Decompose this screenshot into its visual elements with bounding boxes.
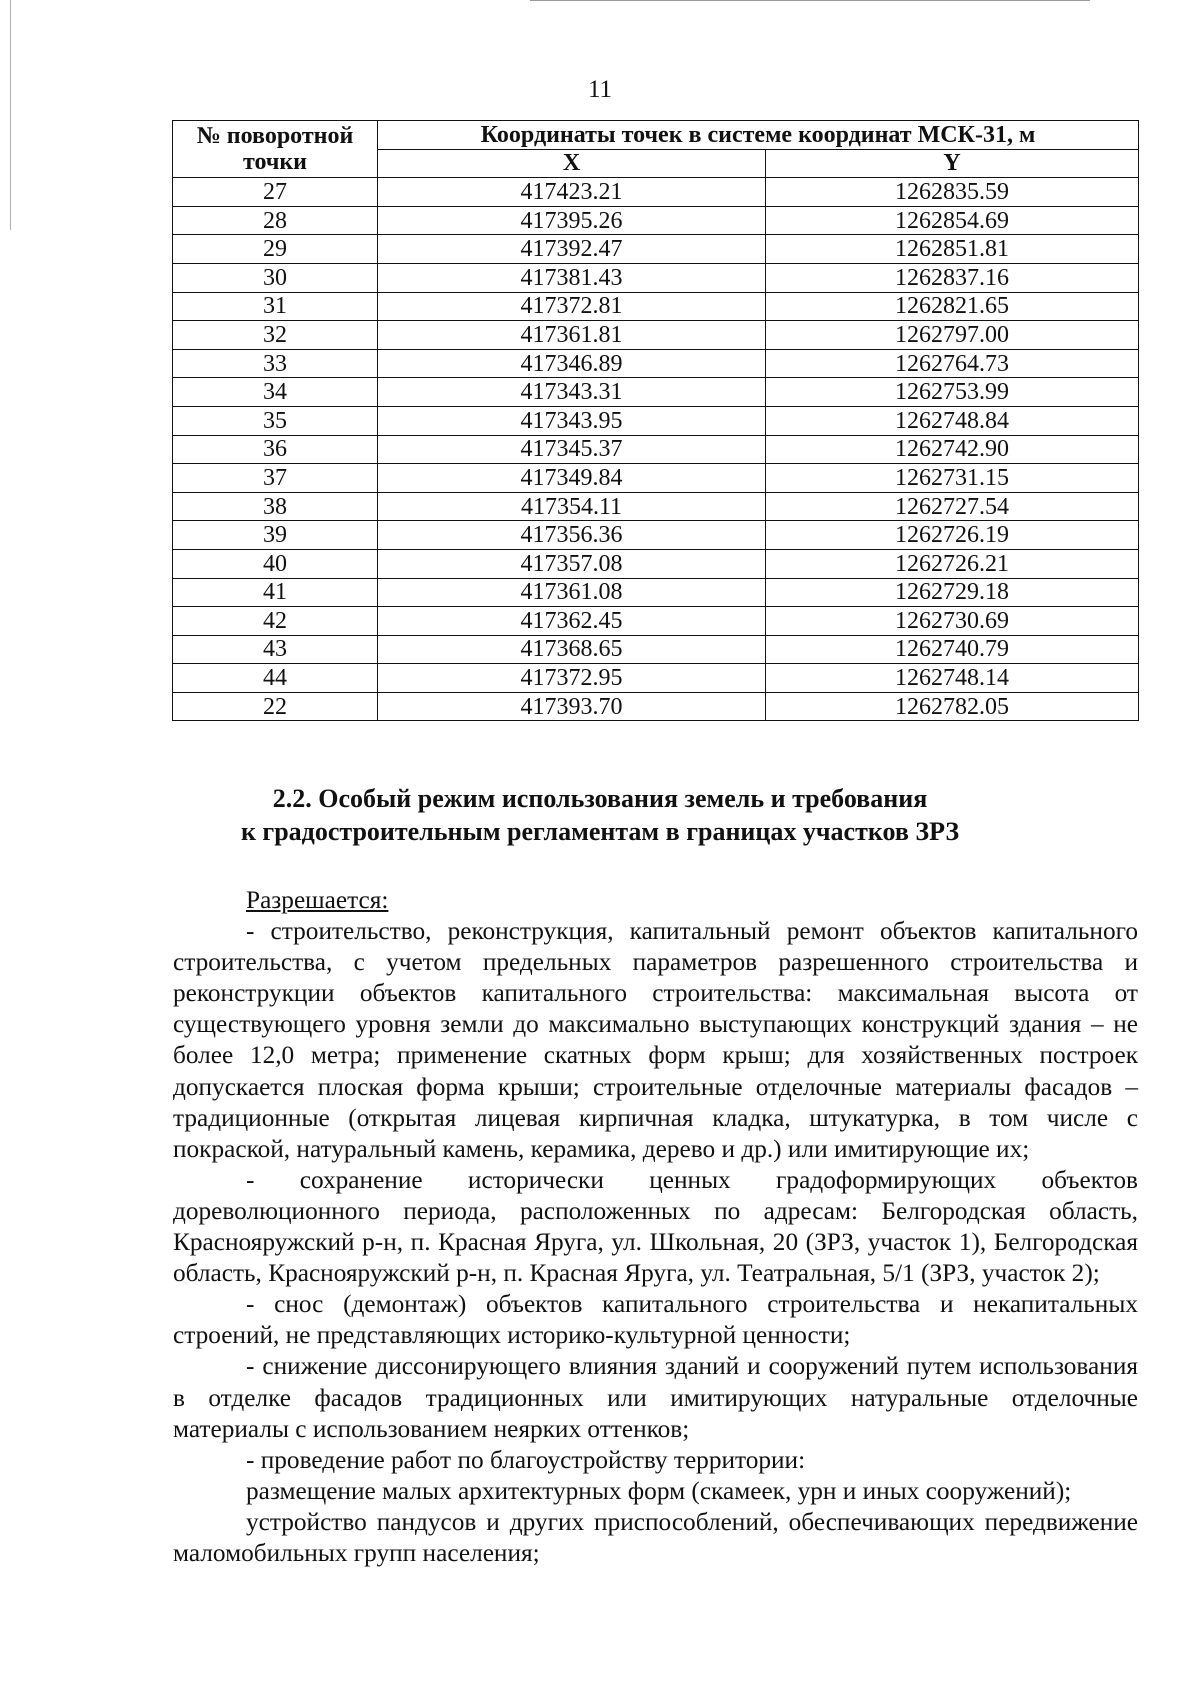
point-number-cell: 27	[173, 178, 378, 207]
table-row	[173, 378, 1139, 407]
point-number-cell: 41	[173, 578, 378, 607]
coordinates-table	[172, 120, 1139, 721]
y-column-header: Y	[766, 149, 1139, 178]
point-number-cell: 22	[173, 692, 378, 721]
point-number-cell: 34	[173, 378, 378, 407]
point-number-cell: 33	[173, 349, 378, 378]
table-header-row	[173, 121, 1139, 150]
allowed-heading: Разрешается:	[246, 886, 389, 914]
x-coordinate-cell: 417372.81	[378, 292, 766, 321]
x-coordinate-cell: 417343.31	[378, 378, 766, 407]
y-coordinate-cell: 1262797.00	[766, 321, 1139, 350]
x-coordinate-cell: 417361.81	[378, 321, 766, 350]
x-coordinate-cell: 417423.21	[378, 178, 766, 207]
table-row	[173, 263, 1139, 292]
x-coordinate-cell: 417354.11	[378, 492, 766, 521]
x-coordinate-cell: 417343.95	[378, 406, 766, 435]
x-coordinate-cell: 417357.08	[378, 549, 766, 578]
point-number-cell: 35	[173, 406, 378, 435]
point-header-line1: № поворотной	[196, 123, 354, 150]
point-number-cell: 30	[173, 263, 378, 292]
table-row	[173, 464, 1139, 493]
y-coordinate-cell: 1262726.21	[766, 549, 1139, 578]
top-edge-rule	[530, 0, 1090, 1]
table-row	[173, 292, 1139, 321]
y-coordinate-cell: 1262764.73	[766, 349, 1139, 378]
body-text	[173, 885, 1138, 1569]
y-coordinate-cell: 1262740.79	[766, 635, 1139, 664]
x-coordinate-cell: 417356.36	[378, 521, 766, 550]
table-row	[173, 435, 1139, 464]
table-row	[173, 492, 1139, 521]
y-coordinate-cell: 1262730.69	[766, 607, 1139, 636]
left-edge-rule	[10, 0, 11, 230]
table-row	[173, 578, 1139, 607]
point-number-cell: 36	[173, 435, 378, 464]
coordinates-table-body	[173, 178, 1139, 721]
paragraph: размещение малых архитектурных форм (скамеек, урн и иных сооружений);	[246, 1476, 1072, 1505]
paragraph: - проведение работ по благоустройству территории:	[246, 1445, 806, 1474]
y-coordinate-cell: 1262731.15	[766, 464, 1139, 493]
table-row	[173, 178, 1139, 207]
table-row	[173, 664, 1139, 693]
section-title	[0, 782, 1200, 848]
point-number-cell: 37	[173, 464, 378, 493]
point-number-cell: 38	[173, 492, 378, 521]
x-coordinate-cell: 417345.37	[378, 435, 766, 464]
y-coordinate-cell: 1262835.59	[766, 178, 1139, 207]
y-coordinate-cell: 1262753.99	[766, 378, 1139, 407]
y-coordinate-cell: 1262854.69	[766, 206, 1139, 235]
table-row	[173, 607, 1139, 636]
y-coordinate-cell: 1262729.18	[766, 578, 1139, 607]
x-coordinate-cell: 417393.70	[378, 692, 766, 721]
x-column-header: X	[378, 149, 766, 178]
paragraph: - снос (демонтаж) объектов капитального строительства и некапитальных строений, не представляющих историко-культурной ценности;	[173, 1290, 1138, 1350]
point-number-cell: 32	[173, 321, 378, 350]
point-number-cell: 31	[173, 292, 378, 321]
x-coordinate-cell: 417361.08	[378, 578, 766, 607]
section-title-line2: к градостроительным регламентам в границах участков ЗРЗ	[240, 817, 960, 846]
x-coordinate-cell: 417372.95	[378, 664, 766, 693]
x-coordinate-cell: 417349.84	[378, 464, 766, 493]
table-row	[173, 206, 1139, 235]
y-coordinate-cell: 1262727.54	[766, 492, 1139, 521]
x-coordinate-cell: 417362.45	[378, 607, 766, 636]
point-number-header	[173, 121, 378, 178]
point-number-cell: 40	[173, 549, 378, 578]
y-coordinate-cell: 1262742.90	[766, 435, 1139, 464]
table-row	[173, 692, 1139, 721]
paragraph: - снижение диссонирующего влияния зданий и сооружений путем использования в отделке фасадов традиционных или имитирующих натуральные отделочные материалы с использованием неярких оттенков;	[173, 1352, 1138, 1443]
point-number-cell: 42	[173, 607, 378, 636]
point-number-cell: 39	[173, 521, 378, 550]
coordinates-header: Координаты точек в системе координат МСК-31, м	[378, 121, 1139, 150]
x-coordinate-cell: 417395.26	[378, 206, 766, 235]
x-coordinate-cell: 417381.43	[378, 263, 766, 292]
table-row	[173, 549, 1139, 578]
allowed-heading-paragraph	[173, 885, 1138, 916]
table-row	[173, 349, 1139, 378]
y-coordinate-cell: 1262748.14	[766, 664, 1139, 693]
paragraph: устройство пандусов и других приспособлений, обеспечивающих передвижение маломобильных групп населения;	[173, 1507, 1138, 1567]
y-coordinate-cell: 1262782.05	[766, 692, 1139, 721]
paragraph: - сохранение исторически ценных градоформирующих объектов дореволюционного периода, расположенных по адресам: Белгородская область, Краснояружский р-н, п. Красная Яруга, ул. Школьная, 20 (ЗРЗ, участок 1), Белгородская область, Краснояружский р-н, п. Красная Яруга, ул. Театральная, 5/1 (ЗРЗ, участок 2);	[173, 1165, 1138, 1288]
table-row	[173, 635, 1139, 664]
paragraph: - строительство, реконструкция, капитальный ремонт объектов капитального строительства, с учетом предельных параметров разрешенного строительства и реконструкции объектов капитального строительства: максимальная высота от существующего уровня земли до максимально выступающих конструкций здания – не более 12,0 метра; применение скатных форм крыш; для хозяйственных построек допускается плоская форма крыши; строительные отделочные материалы фасадов – традиционные (открытая лицевая кирпичная кладка, штукатурка, в том числе с покраской, натуральный камень, керамика, дерево и др.) или имитирующие их;	[173, 917, 1138, 1163]
y-coordinate-cell: 1262837.16	[766, 263, 1139, 292]
y-coordinate-cell: 1262821.65	[766, 292, 1139, 321]
table-row	[173, 521, 1139, 550]
table-row	[173, 321, 1139, 350]
x-coordinate-cell: 417368.65	[378, 635, 766, 664]
page-number: 11	[587, 76, 613, 103]
point-header-line2: точки	[242, 149, 308, 176]
point-number-cell: 44	[173, 664, 378, 693]
x-coordinate-cell: 417346.89	[378, 349, 766, 378]
y-coordinate-cell: 1262726.19	[766, 521, 1139, 550]
section-title-line1: 2.2. Особый режим использования земель и требования	[272, 784, 928, 813]
x-coordinate-cell: 417392.47	[378, 235, 766, 264]
table-row	[173, 406, 1139, 435]
table-row	[173, 235, 1139, 264]
point-number-cell: 43	[173, 635, 378, 664]
point-number-cell: 28	[173, 206, 378, 235]
point-number-cell: 29	[173, 235, 378, 264]
y-coordinate-cell: 1262851.81	[766, 235, 1139, 264]
y-coordinate-cell: 1262748.84	[766, 406, 1139, 435]
